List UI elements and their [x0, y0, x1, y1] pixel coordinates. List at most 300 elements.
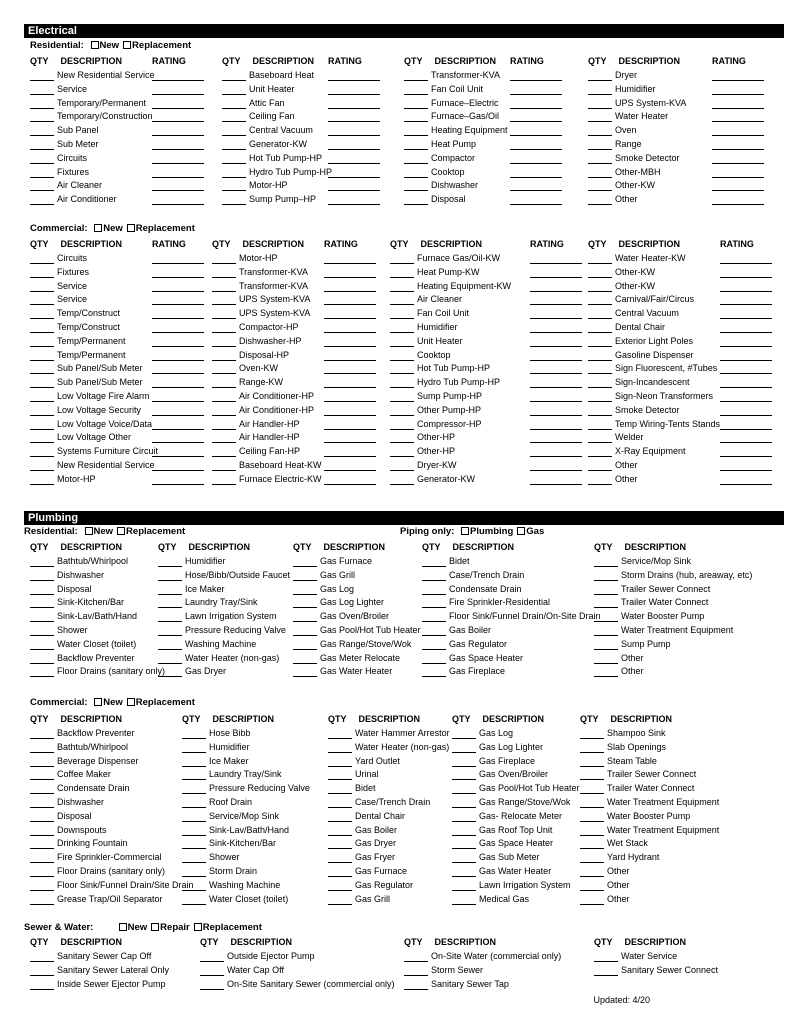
- qty-blank[interactable]: [212, 337, 236, 347]
- qty-blank[interactable]: [594, 654, 618, 664]
- qty-blank[interactable]: [452, 881, 476, 891]
- rating-blank[interactable]: [324, 282, 376, 292]
- qty-blank[interactable]: [212, 282, 236, 292]
- rating-blank[interactable]: [530, 282, 582, 292]
- qty-blank[interactable]: [212, 295, 236, 305]
- rating-blank[interactable]: [720, 268, 772, 278]
- qty-blank[interactable]: [328, 798, 352, 808]
- qty-blank[interactable]: [404, 966, 428, 976]
- qty-blank[interactable]: [588, 323, 612, 333]
- qty-blank[interactable]: [580, 757, 604, 767]
- qty-blank[interactable]: [328, 895, 352, 905]
- rating-blank[interactable]: [720, 406, 772, 416]
- rating-blank[interactable]: [712, 181, 764, 191]
- rating-blank[interactable]: [712, 126, 764, 136]
- rating-blank[interactable]: [720, 337, 772, 347]
- qty-blank[interactable]: [30, 268, 54, 278]
- qty-blank[interactable]: [30, 770, 54, 780]
- qty-blank[interactable]: [293, 557, 317, 567]
- qty-blank[interactable]: [422, 571, 446, 581]
- qty-blank[interactable]: [404, 85, 428, 95]
- qty-blank[interactable]: [30, 895, 54, 905]
- rating-blank[interactable]: [328, 195, 380, 205]
- rating-blank[interactable]: [328, 126, 380, 136]
- qty-blank[interactable]: [293, 612, 317, 622]
- qty-blank[interactable]: [404, 112, 428, 122]
- qty-blank[interactable]: [30, 475, 54, 485]
- rating-blank[interactable]: [712, 140, 764, 150]
- rating-blank[interactable]: [510, 71, 562, 81]
- rating-blank[interactable]: [530, 433, 582, 443]
- qty-blank[interactable]: [222, 168, 246, 178]
- qty-blank[interactable]: [580, 812, 604, 822]
- qty-blank[interactable]: [580, 826, 604, 836]
- rating-blank[interactable]: [152, 268, 204, 278]
- qty-blank[interactable]: [594, 598, 618, 608]
- rating-blank[interactable]: [720, 475, 772, 485]
- qty-blank[interactable]: [404, 980, 428, 990]
- qty-blank[interactable]: [30, 654, 54, 664]
- qty-blank[interactable]: [30, 85, 54, 95]
- rating-blank[interactable]: [152, 295, 204, 305]
- qty-blank[interactable]: [30, 667, 54, 677]
- qty-blank[interactable]: [222, 195, 246, 205]
- rating-blank[interactable]: [510, 140, 562, 150]
- rating-blank[interactable]: [152, 154, 204, 164]
- qty-blank[interactable]: [588, 71, 612, 81]
- qty-blank[interactable]: [390, 433, 414, 443]
- rating-blank[interactable]: [152, 475, 204, 485]
- qty-blank[interactable]: [580, 729, 604, 739]
- qty-blank[interactable]: [580, 784, 604, 794]
- rating-blank[interactable]: [324, 475, 376, 485]
- qty-blank[interactable]: [588, 268, 612, 278]
- rating-blank[interactable]: [328, 154, 380, 164]
- rating-blank[interactable]: [152, 140, 204, 150]
- qty-blank[interactable]: [182, 867, 206, 877]
- qty-blank[interactable]: [30, 447, 54, 457]
- rating-blank[interactable]: [510, 154, 562, 164]
- qty-blank[interactable]: [594, 952, 618, 962]
- qty-blank[interactable]: [293, 640, 317, 650]
- rating-blank[interactable]: [152, 351, 204, 361]
- qty-blank[interactable]: [588, 475, 612, 485]
- qty-blank[interactable]: [452, 743, 476, 753]
- qty-blank[interactable]: [30, 612, 54, 622]
- qty-blank[interactable]: [452, 895, 476, 905]
- qty-blank[interactable]: [404, 140, 428, 150]
- qty-blank[interactable]: [390, 406, 414, 416]
- qty-blank[interactable]: [404, 154, 428, 164]
- qty-blank[interactable]: [390, 254, 414, 264]
- rating-blank[interactable]: [712, 112, 764, 122]
- qty-blank[interactable]: [30, 784, 54, 794]
- qty-blank[interactable]: [30, 626, 54, 636]
- rating-blank[interactable]: [328, 99, 380, 109]
- rating-blank[interactable]: [324, 337, 376, 347]
- rating-blank[interactable]: [720, 364, 772, 374]
- qty-blank[interactable]: [588, 447, 612, 457]
- qty-blank[interactable]: [580, 839, 604, 849]
- qty-blank[interactable]: [594, 667, 618, 677]
- qty-blank[interactable]: [422, 585, 446, 595]
- rating-blank[interactable]: [324, 461, 376, 471]
- rating-blank[interactable]: [720, 420, 772, 430]
- qty-blank[interactable]: [212, 406, 236, 416]
- qty-blank[interactable]: [588, 461, 612, 471]
- qty-blank[interactable]: [328, 743, 352, 753]
- rating-blank[interactable]: [152, 420, 204, 430]
- qty-blank[interactable]: [30, 557, 54, 567]
- qty-blank[interactable]: [182, 895, 206, 905]
- qty-blank[interactable]: [588, 126, 612, 136]
- qty-blank[interactable]: [452, 826, 476, 836]
- rating-blank[interactable]: [510, 181, 562, 191]
- qty-blank[interactable]: [328, 826, 352, 836]
- qty-blank[interactable]: [594, 571, 618, 581]
- qty-blank[interactable]: [30, 168, 54, 178]
- qty-blank[interactable]: [422, 654, 446, 664]
- rating-blank[interactable]: [510, 195, 562, 205]
- qty-blank[interactable]: [588, 168, 612, 178]
- rating-blank[interactable]: [324, 420, 376, 430]
- qty-blank[interactable]: [588, 154, 612, 164]
- qty-blank[interactable]: [293, 571, 317, 581]
- qty-blank[interactable]: [158, 585, 182, 595]
- qty-blank[interactable]: [30, 757, 54, 767]
- qty-blank[interactable]: [30, 195, 54, 205]
- qty-blank[interactable]: [452, 839, 476, 849]
- rating-blank[interactable]: [530, 295, 582, 305]
- qty-blank[interactable]: [580, 853, 604, 863]
- rating-blank[interactable]: [324, 309, 376, 319]
- rating-blank[interactable]: [530, 447, 582, 457]
- qty-blank[interactable]: [580, 743, 604, 753]
- qty-blank[interactable]: [594, 640, 618, 650]
- qty-blank[interactable]: [390, 351, 414, 361]
- qty-blank[interactable]: [452, 867, 476, 877]
- qty-blank[interactable]: [30, 867, 54, 877]
- rating-blank[interactable]: [328, 168, 380, 178]
- rating-blank[interactable]: [324, 406, 376, 416]
- rating-blank[interactable]: [712, 154, 764, 164]
- replacement-checkbox[interactable]: [127, 224, 135, 232]
- rating-blank[interactable]: [152, 168, 204, 178]
- rating-blank[interactable]: [152, 447, 204, 457]
- qty-blank[interactable]: [30, 433, 54, 443]
- qty-blank[interactable]: [422, 667, 446, 677]
- rating-blank[interactable]: [720, 282, 772, 292]
- rating-blank[interactable]: [530, 337, 582, 347]
- rating-blank[interactable]: [152, 254, 204, 264]
- rating-blank[interactable]: [152, 433, 204, 443]
- rating-blank[interactable]: [328, 112, 380, 122]
- rating-blank[interactable]: [530, 254, 582, 264]
- qty-blank[interactable]: [594, 966, 618, 976]
- rating-blank[interactable]: [152, 112, 204, 122]
- rating-blank[interactable]: [530, 323, 582, 333]
- qty-blank[interactable]: [30, 743, 54, 753]
- qty-blank[interactable]: [30, 126, 54, 136]
- qty-blank[interactable]: [588, 254, 612, 264]
- qty-blank[interactable]: [404, 126, 428, 136]
- qty-blank[interactable]: [182, 826, 206, 836]
- qty-blank[interactable]: [328, 729, 352, 739]
- qty-blank[interactable]: [30, 99, 54, 109]
- replacement-checkbox[interactable]: [123, 41, 131, 49]
- qty-blank[interactable]: [328, 757, 352, 767]
- rating-blank[interactable]: [530, 309, 582, 319]
- qty-blank[interactable]: [404, 168, 428, 178]
- qty-blank[interactable]: [390, 309, 414, 319]
- qty-blank[interactable]: [293, 667, 317, 677]
- qty-blank[interactable]: [222, 126, 246, 136]
- qty-blank[interactable]: [182, 757, 206, 767]
- qty-blank[interactable]: [588, 433, 612, 443]
- qty-blank[interactable]: [452, 784, 476, 794]
- qty-blank[interactable]: [328, 770, 352, 780]
- qty-blank[interactable]: [158, 626, 182, 636]
- qty-blank[interactable]: [30, 112, 54, 122]
- qty-blank[interactable]: [328, 839, 352, 849]
- qty-blank[interactable]: [30, 598, 54, 608]
- qty-blank[interactable]: [588, 295, 612, 305]
- qty-blank[interactable]: [452, 853, 476, 863]
- rating-blank[interactable]: [510, 168, 562, 178]
- rating-blank[interactable]: [152, 323, 204, 333]
- rating-blank[interactable]: [720, 351, 772, 361]
- qty-blank[interactable]: [328, 784, 352, 794]
- rating-blank[interactable]: [324, 392, 376, 402]
- qty-blank[interactable]: [182, 812, 206, 822]
- qty-blank[interactable]: [212, 351, 236, 361]
- qty-blank[interactable]: [422, 557, 446, 567]
- qty-blank[interactable]: [182, 839, 206, 849]
- rating-blank[interactable]: [720, 447, 772, 457]
- qty-blank[interactable]: [158, 654, 182, 664]
- qty-blank[interactable]: [588, 99, 612, 109]
- qty-blank[interactable]: [390, 378, 414, 388]
- qty-blank[interactable]: [212, 433, 236, 443]
- rating-blank[interactable]: [328, 85, 380, 95]
- qty-blank[interactable]: [30, 406, 54, 416]
- rating-blank[interactable]: [530, 268, 582, 278]
- rating-blank[interactable]: [152, 126, 204, 136]
- qty-blank[interactable]: [390, 282, 414, 292]
- rating-blank[interactable]: [152, 337, 204, 347]
- qty-blank[interactable]: [222, 112, 246, 122]
- qty-blank[interactable]: [422, 626, 446, 636]
- new-checkbox[interactable]: [94, 224, 102, 232]
- qty-blank[interactable]: [390, 337, 414, 347]
- rating-blank[interactable]: [152, 99, 204, 109]
- qty-blank[interactable]: [30, 853, 54, 863]
- rating-blank[interactable]: [712, 71, 764, 81]
- rating-blank[interactable]: [152, 309, 204, 319]
- rating-blank[interactable]: [324, 364, 376, 374]
- rating-blank[interactable]: [712, 195, 764, 205]
- replacement-checkbox[interactable]: [194, 923, 202, 931]
- qty-blank[interactable]: [30, 881, 54, 891]
- qty-blank[interactable]: [588, 351, 612, 361]
- qty-blank[interactable]: [422, 598, 446, 608]
- qty-blank[interactable]: [212, 475, 236, 485]
- qty-blank[interactable]: [328, 853, 352, 863]
- qty-blank[interactable]: [182, 770, 206, 780]
- rating-blank[interactable]: [152, 461, 204, 471]
- qty-blank[interactable]: [158, 571, 182, 581]
- rating-blank[interactable]: [720, 378, 772, 388]
- gas-checkbox[interactable]: [517, 527, 525, 535]
- qty-blank[interactable]: [30, 154, 54, 164]
- qty-blank[interactable]: [588, 181, 612, 191]
- rating-blank[interactable]: [324, 295, 376, 305]
- qty-blank[interactable]: [390, 420, 414, 430]
- qty-blank[interactable]: [222, 99, 246, 109]
- rating-blank[interactable]: [328, 140, 380, 150]
- rating-blank[interactable]: [324, 268, 376, 278]
- qty-blank[interactable]: [390, 392, 414, 402]
- qty-blank[interactable]: [588, 309, 612, 319]
- rating-blank[interactable]: [152, 282, 204, 292]
- qty-blank[interactable]: [30, 461, 54, 471]
- qty-blank[interactable]: [452, 757, 476, 767]
- rating-blank[interactable]: [510, 99, 562, 109]
- rating-blank[interactable]: [530, 392, 582, 402]
- qty-blank[interactable]: [222, 154, 246, 164]
- qty-blank[interactable]: [328, 867, 352, 877]
- qty-blank[interactable]: [588, 112, 612, 122]
- qty-blank[interactable]: [30, 966, 54, 976]
- qty-blank[interactable]: [30, 295, 54, 305]
- qty-blank[interactable]: [390, 461, 414, 471]
- qty-blank[interactable]: [588, 195, 612, 205]
- rating-blank[interactable]: [510, 112, 562, 122]
- repair-checkbox[interactable]: [151, 923, 159, 931]
- qty-blank[interactable]: [212, 461, 236, 471]
- qty-blank[interactable]: [588, 364, 612, 374]
- rating-blank[interactable]: [324, 254, 376, 264]
- rating-blank[interactable]: [324, 351, 376, 361]
- rating-blank[interactable]: [324, 378, 376, 388]
- qty-blank[interactable]: [30, 640, 54, 650]
- rating-blank[interactable]: [152, 406, 204, 416]
- rating-blank[interactable]: [530, 351, 582, 361]
- qty-blank[interactable]: [182, 798, 206, 808]
- qty-blank[interactable]: [293, 598, 317, 608]
- qty-blank[interactable]: [158, 640, 182, 650]
- qty-blank[interactable]: [30, 729, 54, 739]
- qty-blank[interactable]: [580, 770, 604, 780]
- qty-blank[interactable]: [30, 826, 54, 836]
- qty-blank[interactable]: [30, 309, 54, 319]
- new-checkbox[interactable]: [85, 527, 93, 535]
- rating-blank[interactable]: [530, 461, 582, 471]
- qty-blank[interactable]: [404, 195, 428, 205]
- qty-blank[interactable]: [580, 867, 604, 877]
- qty-blank[interactable]: [212, 364, 236, 374]
- rating-blank[interactable]: [152, 378, 204, 388]
- rating-blank[interactable]: [152, 364, 204, 374]
- rating-blank[interactable]: [152, 195, 204, 205]
- qty-blank[interactable]: [452, 812, 476, 822]
- qty-blank[interactable]: [404, 181, 428, 191]
- rating-blank[interactable]: [712, 99, 764, 109]
- rating-blank[interactable]: [152, 392, 204, 402]
- qty-blank[interactable]: [222, 181, 246, 191]
- qty-blank[interactable]: [404, 99, 428, 109]
- qty-blank[interactable]: [30, 71, 54, 81]
- rating-blank[interactable]: [530, 475, 582, 485]
- qty-blank[interactable]: [588, 337, 612, 347]
- qty-blank[interactable]: [30, 351, 54, 361]
- qty-blank[interactable]: [30, 392, 54, 402]
- rating-blank[interactable]: [328, 181, 380, 191]
- qty-blank[interactable]: [588, 420, 612, 430]
- qty-blank[interactable]: [422, 612, 446, 622]
- qty-blank[interactable]: [30, 140, 54, 150]
- rating-blank[interactable]: [720, 309, 772, 319]
- rating-blank[interactable]: [324, 447, 376, 457]
- qty-blank[interactable]: [212, 420, 236, 430]
- qty-blank[interactable]: [390, 323, 414, 333]
- qty-blank[interactable]: [30, 798, 54, 808]
- rating-blank[interactable]: [324, 433, 376, 443]
- qty-blank[interactable]: [212, 323, 236, 333]
- rating-blank[interactable]: [712, 168, 764, 178]
- qty-blank[interactable]: [293, 626, 317, 636]
- qty-blank[interactable]: [328, 812, 352, 822]
- qty-blank[interactable]: [30, 585, 54, 595]
- qty-blank[interactable]: [390, 268, 414, 278]
- qty-blank[interactable]: [30, 378, 54, 388]
- qty-blank[interactable]: [30, 282, 54, 292]
- rating-blank[interactable]: [152, 85, 204, 95]
- qty-blank[interactable]: [452, 770, 476, 780]
- qty-blank[interactable]: [594, 585, 618, 595]
- qty-blank[interactable]: [594, 626, 618, 636]
- rating-blank[interactable]: [324, 323, 376, 333]
- qty-blank[interactable]: [293, 654, 317, 664]
- rating-blank[interactable]: [720, 433, 772, 443]
- rating-blank[interactable]: [720, 392, 772, 402]
- rating-blank[interactable]: [328, 71, 380, 81]
- qty-blank[interactable]: [588, 85, 612, 95]
- qty-blank[interactable]: [404, 71, 428, 81]
- qty-blank[interactable]: [200, 966, 224, 976]
- qty-blank[interactable]: [390, 295, 414, 305]
- qty-blank[interactable]: [452, 729, 476, 739]
- qty-blank[interactable]: [182, 743, 206, 753]
- qty-blank[interactable]: [30, 420, 54, 430]
- rating-blank[interactable]: [712, 85, 764, 95]
- qty-blank[interactable]: [30, 254, 54, 264]
- qty-blank[interactable]: [30, 337, 54, 347]
- qty-blank[interactable]: [404, 952, 428, 962]
- qty-blank[interactable]: [594, 612, 618, 622]
- qty-blank[interactable]: [158, 667, 182, 677]
- rating-blank[interactable]: [720, 461, 772, 471]
- qty-blank[interactable]: [580, 881, 604, 891]
- new-checkbox[interactable]: [91, 41, 99, 49]
- rating-blank[interactable]: [152, 71, 204, 81]
- rating-blank[interactable]: [530, 364, 582, 374]
- qty-blank[interactable]: [30, 839, 54, 849]
- qty-blank[interactable]: [182, 881, 206, 891]
- replacement-checkbox[interactable]: [117, 527, 125, 535]
- qty-blank[interactable]: [30, 323, 54, 333]
- qty-blank[interactable]: [588, 378, 612, 388]
